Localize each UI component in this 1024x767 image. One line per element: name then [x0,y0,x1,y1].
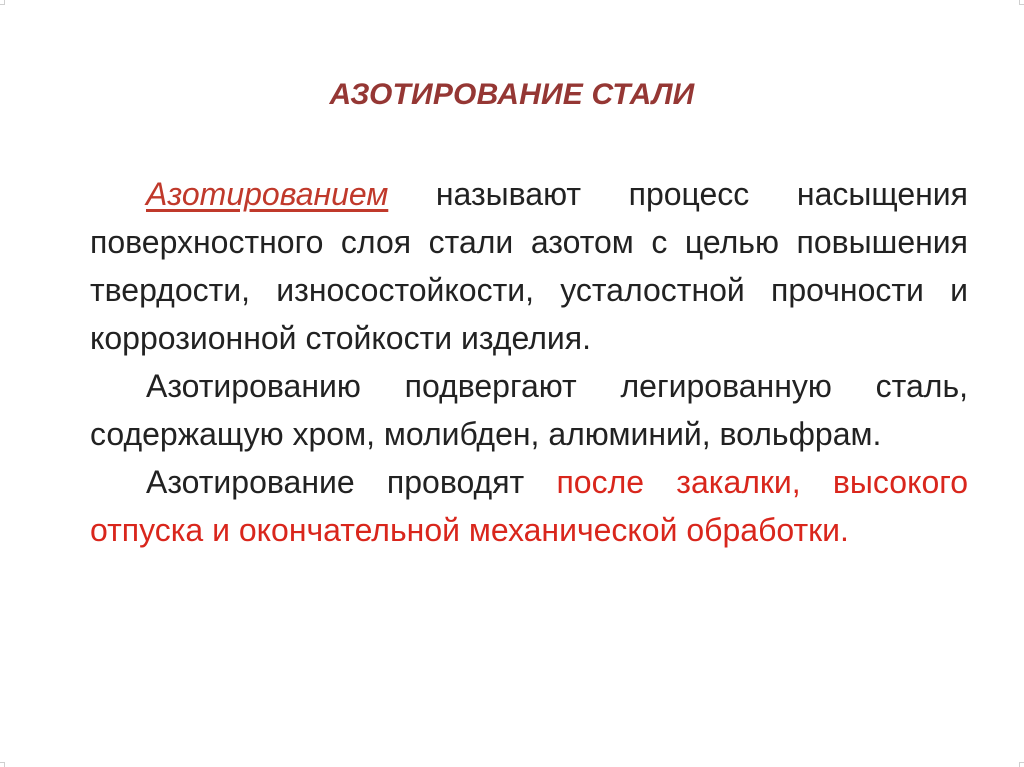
paragraph-definition [90,170,968,362]
resize-handle-top-left [0,0,5,5]
slide-title: АЗОТИРОВАНИЕ СТАЛИ [329,78,695,111]
resize-handle-bottom-right [1019,762,1024,767]
slide-body [90,170,968,554]
procedure-highlight: после закалки, высокого отпуска и окончательной механической обработки. [90,464,969,548]
definition-text: называют процесс насыщения поверхностного слоя стали азотом с целью повышения твердости, износостойкости, усталостной прочности и коррозионной стойкости изделия. [90,176,968,356]
resize-handle-top-right [1019,0,1024,5]
term-azotirovaniem: Азотированием [146,176,389,212]
procedure-text: Азотирование проводят [146,464,557,500]
paragraph-procedure [90,458,968,554]
resize-handle-bottom-left [0,762,5,767]
steels-text: Азотированию подвергают легированную сталь, содержащую хром, молибден, алюминий, вольфрам. [90,368,968,452]
paragraph-steels [90,362,968,458]
